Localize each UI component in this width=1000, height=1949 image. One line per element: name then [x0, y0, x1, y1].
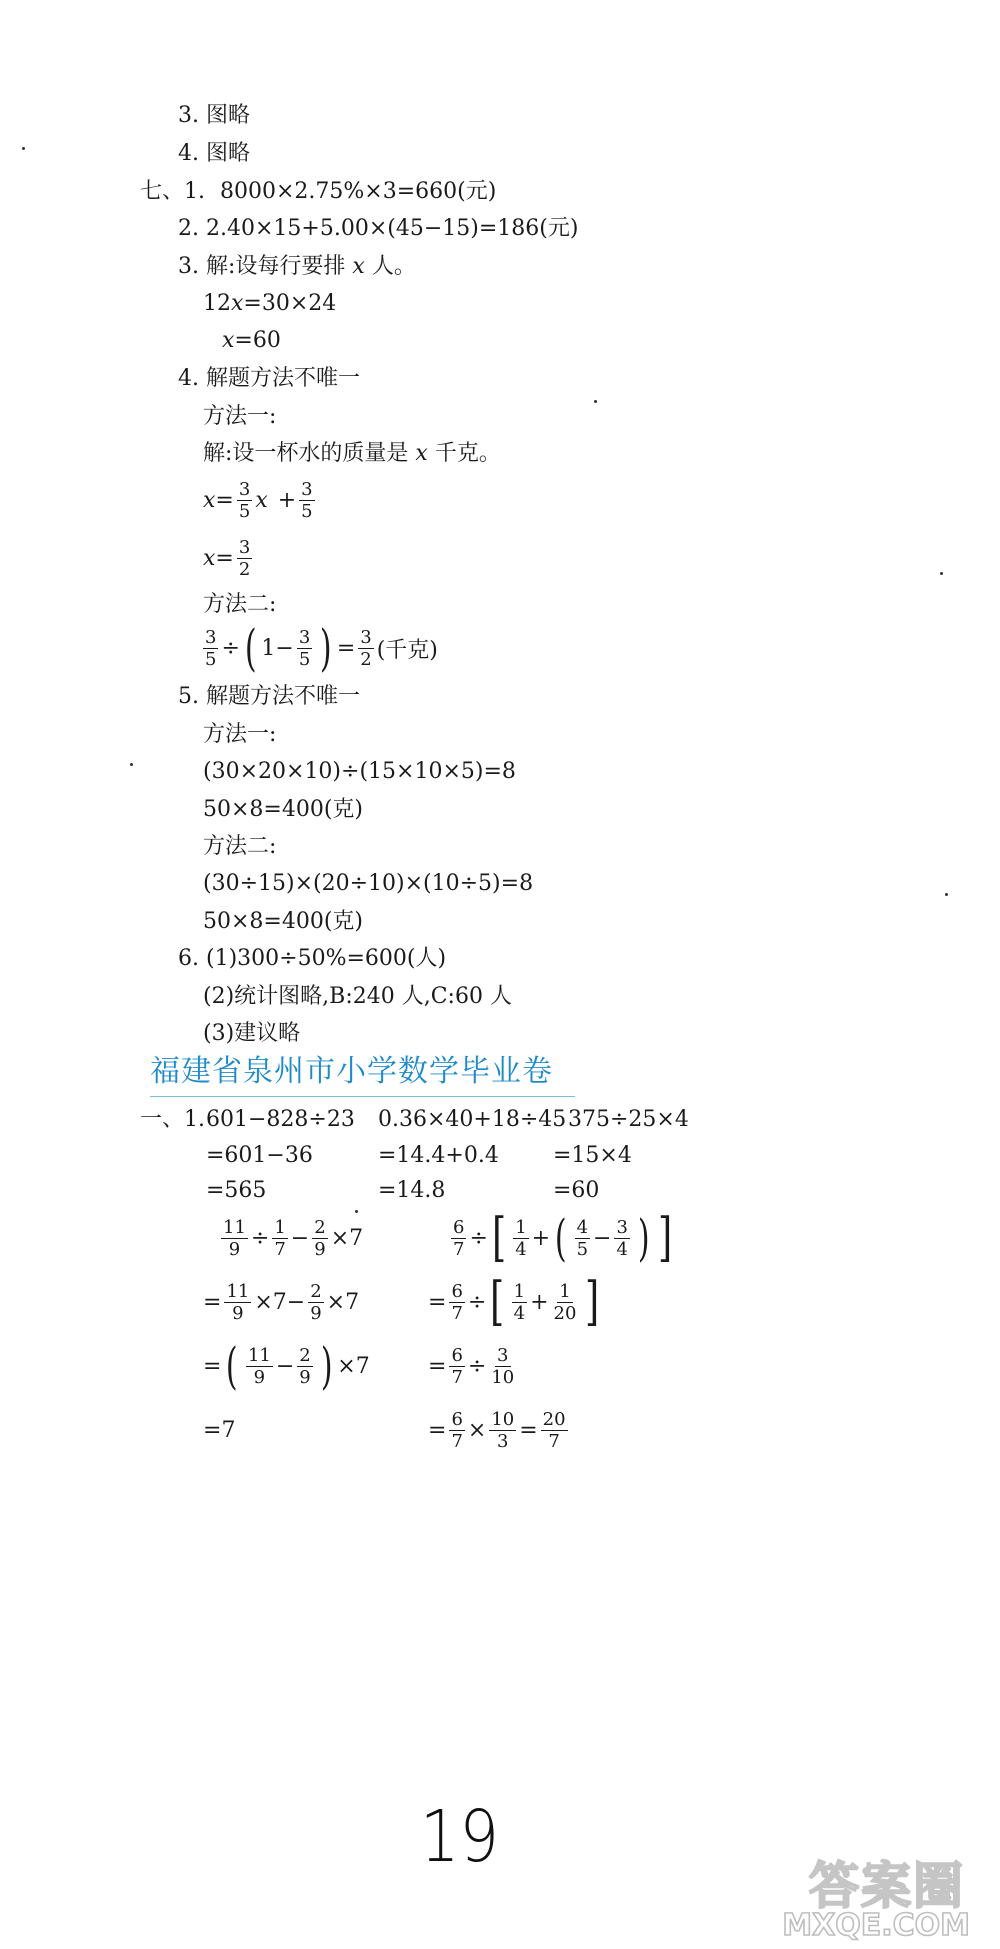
- q3-text-end: 人。: [371, 254, 416, 279]
- watermark-logo: [792, 1849, 982, 1915]
- numerator: 1: [559, 1280, 571, 1302]
- denominator: 9: [232, 1302, 244, 1324]
- frac-calc-right-4: [428, 1400, 571, 1460]
- question-6-part-2: (2)统计图略,B:240 人,C:60 人: [203, 984, 512, 1009]
- denominator: 9: [228, 1238, 241, 1260]
- minus-sign: −: [593, 1225, 612, 1251]
- fraction: [203, 627, 218, 670]
- numerator: 2: [314, 1216, 326, 1238]
- equals-sign: =: [215, 545, 234, 571]
- var-x: x: [222, 328, 235, 353]
- fraction: [224, 1281, 251, 1324]
- denominator: 5: [301, 500, 313, 522]
- fraction: [246, 1345, 273, 1388]
- equals-sign: =: [428, 1353, 447, 1379]
- var-x: x: [203, 487, 216, 513]
- var-x: x: [352, 254, 365, 279]
- frac-calc-left-3: [203, 1336, 370, 1396]
- fraction: [312, 1217, 327, 1260]
- watermark-text: 答案圈: [809, 1857, 965, 1915]
- q5-equation-1: (30×20×10)÷(15×10×5)=8: [203, 759, 516, 784]
- q4-equation-3: [200, 620, 438, 676]
- denominator: 5: [298, 648, 311, 670]
- section-underline: [150, 1096, 575, 1097]
- section-7-q1: [140, 177, 496, 207]
- watermark-url: MXQE.COM: [782, 1908, 970, 1943]
- var-x: x: [231, 291, 244, 316]
- numerator: 4: [576, 1216, 589, 1238]
- one: 1: [261, 635, 276, 661]
- numerator: 3: [497, 1344, 509, 1366]
- numerator: 3: [616, 1216, 628, 1238]
- denominator: 20: [553, 1302, 577, 1324]
- question-4: 4. 解题方法不唯一: [178, 366, 360, 391]
- times-sign: ×: [254, 1289, 273, 1315]
- q5-method-2: 方法二:: [203, 834, 277, 859]
- fraction: [575, 1217, 590, 1260]
- right-paren: ): [320, 619, 332, 677]
- divide-sign: ÷: [221, 635, 240, 661]
- scan-speck: [940, 572, 943, 575]
- plus-sign: +: [277, 487, 297, 513]
- q3-coef: 12: [203, 291, 231, 316]
- q1-equation: 8000×2.75%×3=660(元): [220, 179, 497, 204]
- unit-kg: (千克): [376, 637, 438, 663]
- col1-line2: =601−36: [206, 1143, 313, 1168]
- q3-text: 3. 解:设每行要排: [178, 254, 346, 279]
- denominator: 7: [274, 1238, 286, 1260]
- question-6-part-3: (3)建议略: [203, 1021, 301, 1046]
- denominator: 7: [548, 1430, 560, 1452]
- frac-calc-right-1: [448, 1208, 677, 1268]
- plus-sign: +: [530, 1289, 549, 1315]
- denominator: 7: [451, 1302, 463, 1324]
- equals-sign: =: [428, 1417, 447, 1443]
- seven: 7: [272, 1289, 287, 1315]
- denominator: 7: [451, 1366, 463, 1388]
- fraction: [237, 479, 252, 522]
- col3-line3: =60: [553, 1178, 600, 1203]
- section-title: 福建省泉州市小学数学毕业卷: [150, 1054, 553, 1089]
- fraction: [358, 627, 373, 670]
- divide-sign: ÷: [467, 1353, 487, 1379]
- frac-calc-left-1: [218, 1208, 363, 1268]
- frac-calc-left-4: [203, 1416, 235, 1446]
- section-7-q3: [178, 252, 416, 282]
- seven: 7: [221, 1418, 236, 1443]
- col2-line2: =14.4+0.4: [378, 1143, 499, 1168]
- denominator: 2: [360, 648, 372, 670]
- numerator: 20: [542, 1408, 566, 1430]
- page-number: 19: [420, 1794, 499, 1879]
- q5-equation-3: (30÷15)×(20÷10)×(10÷5)=8: [203, 871, 534, 896]
- numerator: 6: [451, 1280, 463, 1302]
- left-paren: (: [554, 1209, 567, 1267]
- denominator: 9: [314, 1238, 326, 1260]
- numerator: 3: [360, 626, 372, 648]
- var-x: x: [255, 487, 268, 513]
- scan-speck: [22, 147, 25, 150]
- denominator: 9: [299, 1366, 311, 1388]
- q4-method-1: 方法一:: [203, 404, 277, 429]
- numerator: 1: [515, 1216, 527, 1238]
- denominator: 10: [491, 1366, 515, 1388]
- q4-solve-unit: 千克。: [434, 441, 501, 466]
- right-bracket: ]: [585, 1272, 600, 1332]
- left-bracket: [: [491, 1208, 507, 1268]
- denominator: 4: [513, 1302, 526, 1324]
- seven: 7: [345, 1289, 360, 1315]
- plus-sign: +: [531, 1225, 551, 1251]
- scan-speck: [130, 763, 133, 766]
- part-1-label: 一、1.: [140, 1107, 205, 1132]
- col3-line1: 375÷25×4: [568, 1107, 689, 1132]
- numerator: 3: [205, 626, 217, 648]
- fraction: [513, 1217, 528, 1260]
- col1-line3: =565: [206, 1178, 267, 1203]
- denominator: 7: [451, 1430, 463, 1452]
- var-x: x: [415, 441, 428, 466]
- numerator: 6: [451, 1408, 463, 1430]
- fraction: [489, 1409, 516, 1452]
- equals-sign: =: [215, 487, 234, 513]
- frac-calc-left-2: [203, 1272, 359, 1332]
- q4-equation-1: [203, 472, 318, 528]
- col1-line1: 601−828÷23: [206, 1107, 355, 1132]
- seven: 7: [355, 1353, 370, 1379]
- denominator: 5: [205, 648, 217, 670]
- minus-sign: −: [290, 1225, 310, 1251]
- numerator: 1: [274, 1216, 286, 1238]
- fraction: [297, 1345, 312, 1388]
- col3-line2: =15×4: [553, 1143, 632, 1168]
- denominator: 3: [497, 1430, 509, 1452]
- col2-line1: 0.36×40+18÷45: [378, 1107, 567, 1132]
- fraction: [451, 1217, 466, 1260]
- fraction: [299, 479, 314, 522]
- q4-method-2: 方法二:: [203, 592, 277, 617]
- numerator: 6: [453, 1216, 465, 1238]
- numerator: 10: [491, 1408, 515, 1430]
- answer-4: 4. 图略: [178, 141, 250, 166]
- var-x: x: [203, 545, 216, 571]
- denominator: 7: [453, 1238, 465, 1260]
- right-paren: ): [637, 1209, 650, 1267]
- fraction: [449, 1409, 464, 1452]
- fraction: [297, 627, 312, 670]
- numerator: 6: [451, 1344, 463, 1366]
- numerator: 2: [299, 1344, 311, 1366]
- denominator: 5: [238, 500, 251, 522]
- scan-speck: [945, 893, 948, 896]
- q5-equation-2: 50×8=400(克): [203, 797, 364, 822]
- denominator: 9: [310, 1302, 322, 1324]
- q3-equation-1: [203, 289, 336, 319]
- denominator: 5: [576, 1238, 589, 1260]
- q3-equation-2: [222, 326, 281, 356]
- right-paren: ): [320, 1337, 333, 1395]
- question-6-part-1: 6. (1)300÷50%=600(人): [178, 946, 447, 971]
- equals-sign: =: [203, 1289, 222, 1315]
- scan-speck: [355, 1210, 358, 1213]
- fraction: [308, 1281, 323, 1324]
- col2-line3: =14.8: [378, 1178, 446, 1203]
- fraction: [489, 1345, 516, 1388]
- minus-sign: −: [286, 1289, 306, 1315]
- fraction: [541, 1409, 568, 1452]
- fraction: [272, 1217, 287, 1260]
- fraction: [237, 537, 252, 580]
- divide-sign: ÷: [250, 1225, 270, 1251]
- fraction: [221, 1217, 248, 1260]
- numerator: 3: [238, 478, 251, 500]
- q3-rhs: =30×24: [243, 291, 337, 316]
- seven: 7: [349, 1225, 364, 1251]
- fraction: [552, 1281, 579, 1324]
- frac-calc-right-3: [428, 1336, 519, 1396]
- scan-speck: [594, 400, 597, 403]
- left-paren: (: [226, 1337, 239, 1395]
- numerator: 3: [301, 478, 313, 500]
- q4-solve-text: 解:设一杯水的质量是: [203, 441, 409, 466]
- q3-result: =60: [234, 328, 281, 353]
- answer-3: 3. 图略: [178, 103, 250, 128]
- divide-sign: ÷: [467, 1289, 487, 1315]
- denominator: 9: [253, 1366, 266, 1388]
- equals-sign: =: [336, 635, 356, 661]
- numerator: 1: [513, 1280, 526, 1302]
- equals-sign: =: [428, 1289, 447, 1315]
- right-bracket: ]: [658, 1208, 673, 1268]
- numerator: 3: [238, 536, 251, 558]
- numerator: 11: [226, 1280, 250, 1302]
- minus-sign: −: [275, 1353, 295, 1379]
- q5-method-1: 方法一:: [203, 722, 277, 747]
- times-sign: ×: [337, 1353, 356, 1379]
- q4-solve-line: [203, 439, 501, 469]
- q4-equation-2: [203, 530, 255, 586]
- equals-sign: =: [519, 1417, 538, 1443]
- numerator: 11: [247, 1344, 271, 1366]
- fraction: [449, 1345, 464, 1388]
- times-sign: ×: [330, 1225, 350, 1251]
- fraction: [512, 1281, 527, 1324]
- frac-calc-right-2: [428, 1272, 604, 1332]
- times-sign: ×: [326, 1289, 346, 1315]
- left-paren: (: [244, 619, 257, 677]
- denominator: 2: [238, 558, 251, 580]
- fraction: [614, 1217, 629, 1260]
- section-7-label: 七、1.: [140, 179, 205, 204]
- minus-sign: −: [275, 635, 294, 661]
- divide-sign: ÷: [469, 1225, 488, 1251]
- question-5: 5. 解题方法不唯一: [178, 684, 360, 709]
- numerator: 3: [298, 626, 311, 648]
- numerator: 2: [310, 1280, 322, 1302]
- numerator: 11: [223, 1216, 246, 1238]
- times-sign: ×: [467, 1417, 487, 1443]
- equals-sign: =: [203, 1418, 222, 1443]
- denominator: 4: [515, 1238, 527, 1260]
- denominator: 4: [616, 1238, 628, 1260]
- equals-sign: =: [203, 1353, 222, 1379]
- section-7-q2: 2. 2.40×15+5.00×(45−15)=186(元): [178, 216, 579, 241]
- left-bracket: [: [490, 1272, 505, 1332]
- q5-equation-4: 50×8=400(克): [203, 909, 364, 934]
- fraction: [449, 1281, 464, 1324]
